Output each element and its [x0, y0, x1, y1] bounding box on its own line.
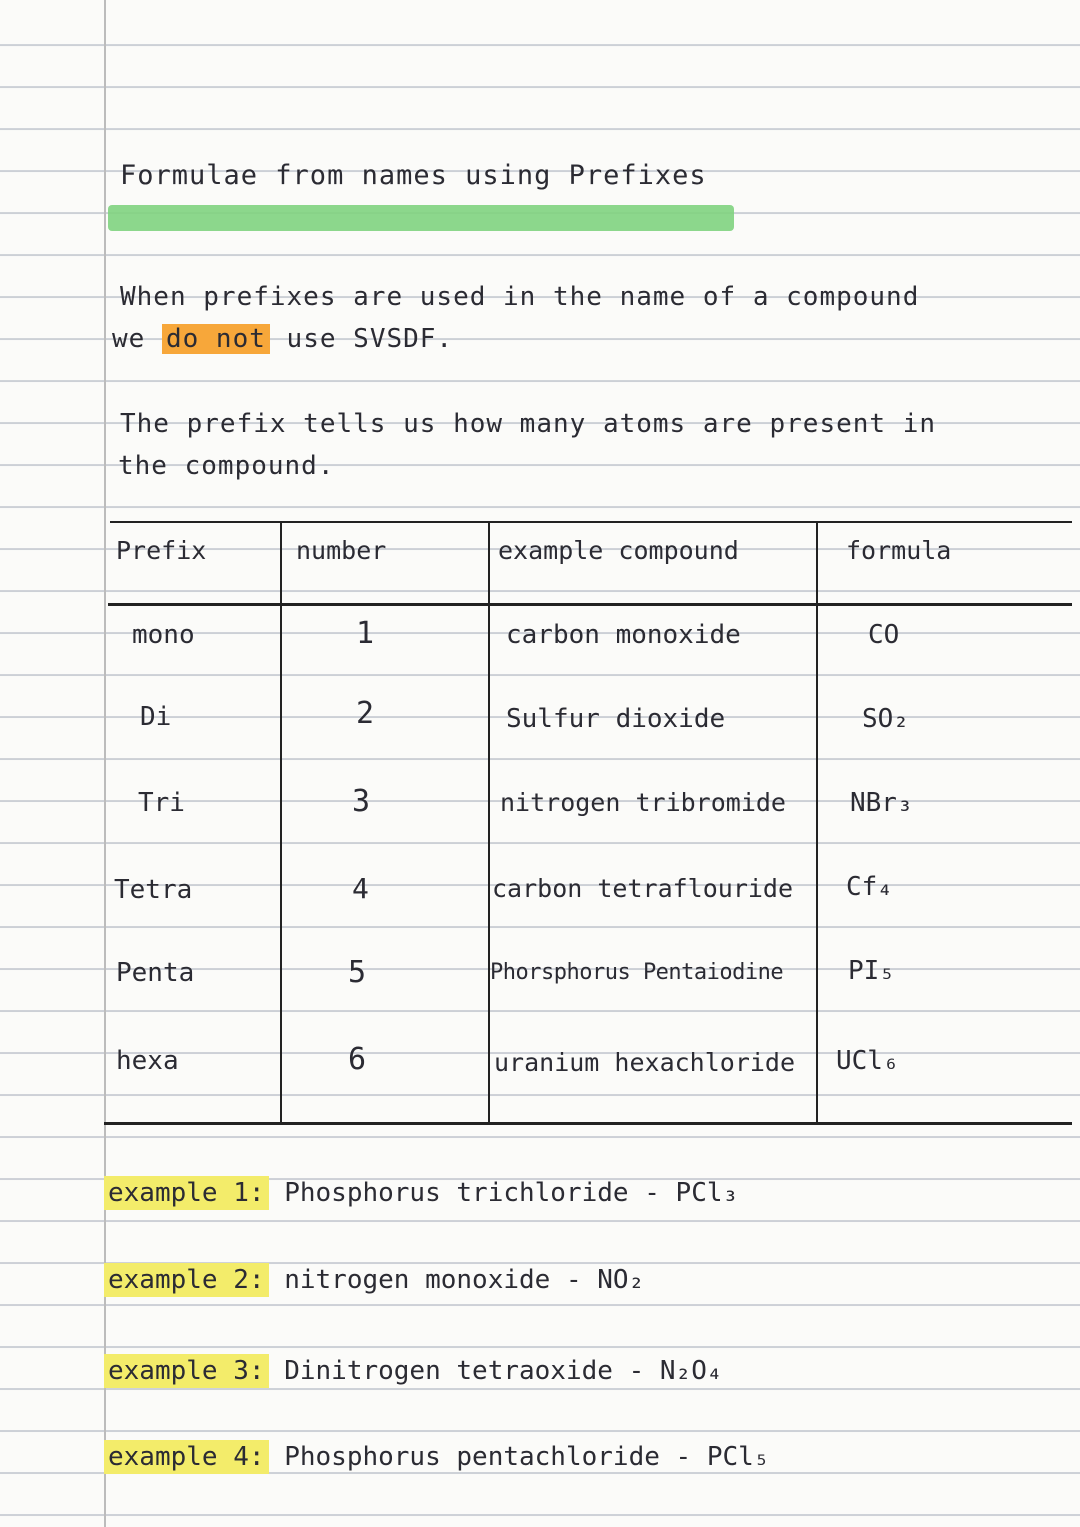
example-1-text: Phosphorus trichloride - PCl₃ [284, 1178, 739, 1208]
table-row-4-formula: Cf₄ [846, 872, 893, 902]
example-2 [104, 1265, 644, 1295]
header-example-compound: example compound [498, 536, 739, 565]
table-row-6-compound: uranium hexachloride [494, 1048, 796, 1077]
table-row-2-compound: Sulfur dioxide [506, 704, 726, 734]
example-1 [104, 1178, 738, 1208]
table-row-5-compound: Phorsphorus Pentaiodine [490, 960, 784, 985]
table-row-5-prefix: Penta [116, 958, 195, 988]
table-row-2-prefix: Di [140, 702, 172, 732]
table-header-rule [108, 603, 1072, 606]
example-2-text: nitrogen monoxide - NO₂ [284, 1265, 645, 1295]
title-highlight [108, 205, 734, 231]
table-row-6-prefix: hexa [116, 1046, 179, 1076]
table-row-3-compound: nitrogen tribromide [500, 788, 786, 817]
paragraph-1-line-2 [112, 324, 453, 354]
table-bottom-rule [104, 1122, 1072, 1125]
table-row-3-prefix: Tri [138, 788, 185, 818]
paragraph-1-line-1: When prefixes are used in the name of a compound [120, 282, 920, 312]
page-title: Formulae from names using Prefixes [120, 160, 707, 191]
example-2-label: example 2: [104, 1263, 269, 1297]
paragraph-2-line-2: the compound. [118, 451, 335, 481]
example-1-label: example 1: [104, 1176, 269, 1210]
table-row-1-number: 1 [356, 616, 375, 651]
table-divider-1 [280, 521, 282, 1123]
table-row-4-compound: carbon tetraflouride [492, 874, 794, 903]
notebook-margin-line [104, 0, 106, 1527]
example-4-label: example 4: [104, 1440, 269, 1474]
paragraph-1-word-we: we [112, 324, 146, 354]
table-row-1-formula: CO [868, 620, 900, 650]
table-row-3-number: 3 [352, 784, 371, 819]
table-row-2-formula: SO₂ [862, 704, 909, 734]
table-row-4-number: 4 [352, 872, 369, 905]
table-row-5-formula: PI₅ [848, 956, 895, 986]
table-row-6-number: 6 [348, 1042, 367, 1077]
example-4-text: Phosphorus pentachloride - PCl₅ [284, 1442, 770, 1472]
table-row-2-number: 2 [356, 696, 375, 731]
table-row-5-number: 5 [348, 955, 367, 990]
paragraph-2-line-1: The prefix tells us how many atoms are present in [120, 409, 937, 439]
table-row-1-compound: carbon monoxide [506, 620, 741, 650]
example-4 [104, 1442, 769, 1472]
table-top-rule [110, 521, 1072, 523]
table-divider-3 [816, 521, 818, 1123]
example-3 [104, 1356, 723, 1386]
header-prefix: Prefix [116, 536, 207, 565]
example-3-text: Dinitrogen tetraoxide - N₂O₄ [284, 1356, 723, 1386]
table-row-6-formula: UCl₆ [836, 1046, 899, 1076]
header-number: number [296, 536, 387, 565]
example-3-label: example 3: [104, 1354, 269, 1388]
table-divider-2 [488, 521, 490, 1123]
do-not-highlight: do not [162, 324, 270, 354]
paragraph-1-rest: use SVSDF. [286, 324, 454, 354]
header-formula: formula [846, 536, 952, 565]
table-row-3-formula: NBr₃ [850, 788, 913, 818]
table-row-4-prefix: Tetra [114, 875, 193, 905]
table-row-1-prefix: mono [132, 620, 195, 650]
